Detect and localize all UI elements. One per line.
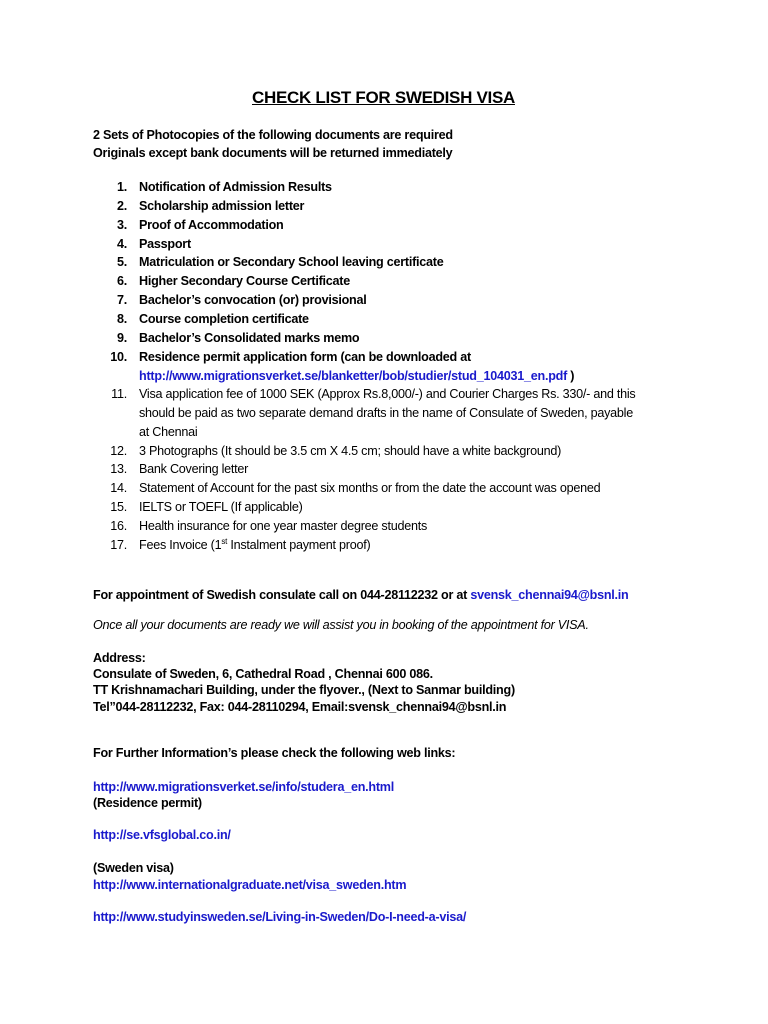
list-item — [139, 368, 574, 384]
address-line: Consulate of Sweden, 6, Cathedral Road , Chennai 600 086. — [93, 667, 433, 681]
page-title: CHECK LIST FOR SWEDISH VISA — [252, 88, 515, 107]
list-item — [116, 198, 305, 214]
list-item — [111, 386, 636, 402]
list-item — [116, 330, 360, 346]
list-number: 2. — [116, 199, 127, 213]
list-item-text: Passport — [139, 237, 191, 251]
list-number: 15. — [110, 500, 127, 514]
list-item-text: Bachelor’s convocation (or) provisional — [139, 293, 367, 307]
intro-line-1: 2 Sets of Photocopies of the following documents are required — [93, 128, 453, 142]
link-label: (Sweden visa) — [93, 861, 174, 875]
list-item-text: Proof of Accommodation — [139, 218, 284, 232]
list-item — [110, 461, 249, 477]
list-number: 3. — [116, 218, 127, 232]
list-number: 17. — [110, 538, 127, 552]
list-item-text: IELTS or TOEFL (If applicable) — [139, 500, 303, 514]
list-item-text: at Chennai — [139, 425, 198, 439]
list-number: 16. — [110, 519, 127, 533]
list-number: 1. — [116, 180, 127, 194]
list-item — [110, 480, 601, 496]
appointment-email-link[interactable]: svensk_chennai94@bsnl.in — [470, 588, 629, 602]
list-item-text: ) — [567, 369, 575, 383]
address-line: Tel”044-28112232, Fax: 044-28110294, Email:svensk_chennai94@bsnl.in — [93, 700, 507, 714]
list-number: 5. — [116, 255, 127, 269]
appointment-line — [93, 587, 629, 603]
address-heading: Address: — [93, 651, 146, 665]
web-link[interactable]: http://se.vfsglobal.co.in/ — [93, 828, 231, 842]
web-link[interactable]: http://www.migrationsverket.se/info/studera_en.html — [93, 780, 394, 794]
list-item-text: Visa application fee of 1000 SEK (Approx Rs.8,000/-) and Courier Charges Rs. 330/- and this — [139, 387, 636, 401]
list-item — [116, 273, 351, 289]
list-item — [116, 311, 309, 327]
list-item-text: Higher Secondary Course Certificate — [139, 274, 351, 288]
appointment-text: For appointment of Swedish consulate call on 044-28112232 or at — [93, 588, 471, 602]
list-item-text: Residence permit application form (can be downloaded at — [139, 350, 471, 364]
list-item-text: Matriculation or Secondary School leaving certificate — [139, 255, 444, 269]
list-item-text: Notification of Admission Results — [139, 180, 332, 194]
intro-line-2: Originals except bank documents will be returned immediately — [93, 146, 453, 160]
list-number: 6. — [116, 274, 127, 288]
list-item — [116, 179, 332, 195]
list-item — [139, 405, 633, 421]
list-number: 8. — [116, 312, 127, 326]
list-item — [110, 518, 428, 534]
list-item-text: Bank Covering letter — [139, 462, 249, 476]
list-item-text: 3 Photographs (It should be 3.5 cm X 4.5 cm; should have a white background) — [139, 444, 562, 458]
list-item-text: Course completion certificate — [139, 312, 309, 326]
list-number: 4. — [116, 237, 127, 251]
list-item-text: Instalment payment proof) — [227, 538, 371, 552]
list-item-text: Bachelor’s Consolidated marks memo — [139, 331, 360, 345]
list-item — [116, 292, 367, 308]
list-item-text: Fees Invoice (1 — [139, 538, 222, 552]
web-link[interactable]: http://www.internationalgraduate.net/visa_sweden.htm — [93, 878, 407, 892]
list-item-text: Statement of Account for the past six months or from the date the account was opened — [139, 481, 601, 495]
list-item — [110, 536, 371, 553]
list-item — [116, 236, 191, 252]
superscript: st — [221, 536, 228, 546]
list-item — [139, 424, 197, 440]
list-item — [110, 443, 562, 459]
list-number: 11. — [111, 387, 127, 401]
list-number: 9. — [116, 331, 127, 345]
web-link[interactable]: http://www.studyinsweden.se/Living-in-Sweden/Do-I-need-a-visa/ — [93, 910, 467, 924]
list-item — [110, 349, 471, 365]
list-item — [116, 217, 284, 233]
list-item-text: Scholarship admission letter — [139, 199, 305, 213]
list-item — [110, 499, 303, 515]
list-number: 14. — [110, 481, 127, 495]
address-line: TT Krishnamachari Building, under the flyover., (Next to Sanmar building) — [93, 683, 515, 697]
list-item — [116, 254, 444, 270]
list-number: 10. — [110, 350, 127, 364]
list-number: 13. — [110, 462, 127, 476]
link-label: (Residence permit) — [93, 796, 202, 810]
list-number: 12. — [110, 444, 127, 458]
further-info-heading: For Further Information’s please check the following web links: — [93, 746, 456, 760]
form-download-link[interactable]: http://www.migrationsverket.se/blanketter/bob/studier/stud_104031_en.pdf — [139, 369, 568, 383]
list-item-text: should be paid as two separate demand drafts in the name of Consulate of Sweden, payable — [139, 406, 633, 420]
list-item-text: Health insurance for one year master degree students — [139, 519, 428, 533]
assist-note: Once all your documents are ready we will assist you in booking of the appointment for VISA. — [93, 618, 589, 632]
list-number: 7. — [116, 293, 127, 307]
